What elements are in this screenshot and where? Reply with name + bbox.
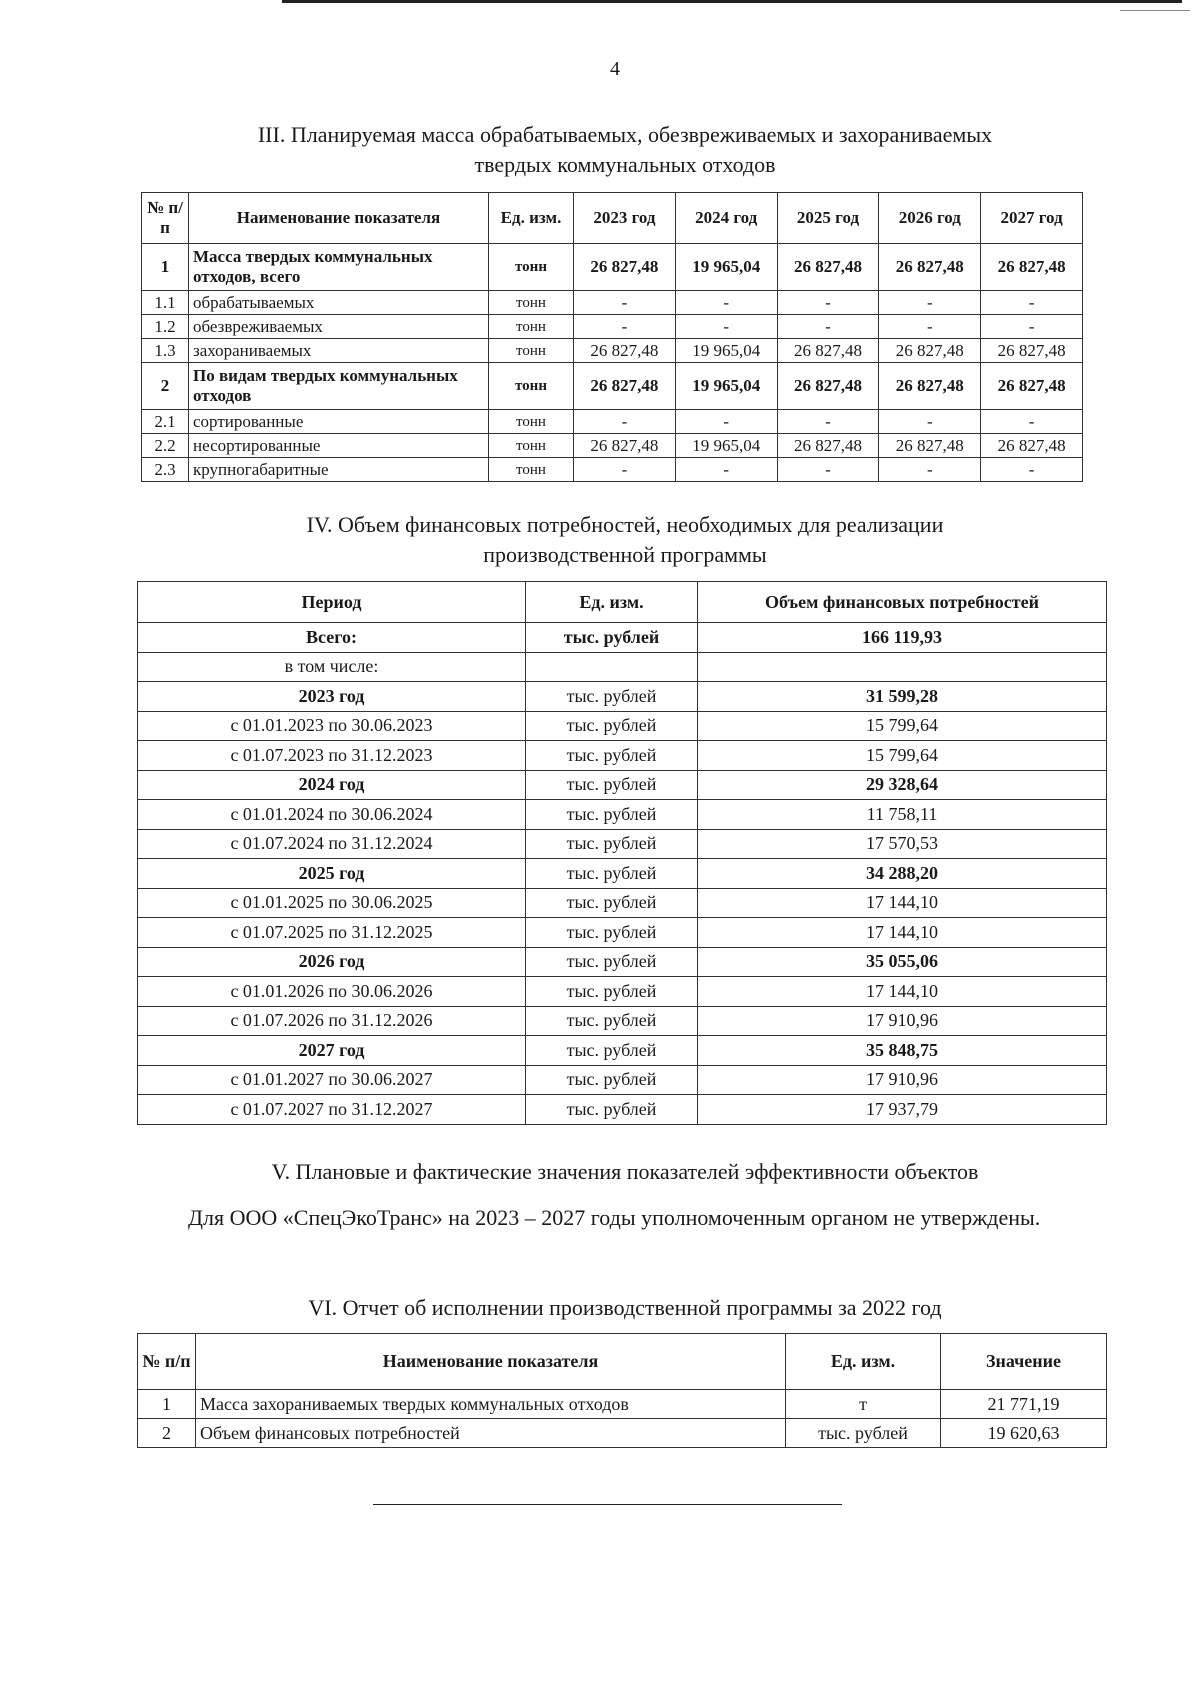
financial-value: 17 937,79	[698, 1095, 1107, 1125]
unit: тонн	[489, 363, 574, 410]
year-value: -	[574, 410, 676, 434]
column-header: Ед. изм.	[526, 582, 698, 623]
year-value: -	[981, 410, 1083, 434]
year-value: -	[879, 315, 981, 339]
year-value: 26 827,48	[879, 363, 981, 410]
row-number: 1	[138, 1390, 196, 1419]
year-value: -	[574, 458, 676, 482]
unit: тыс. рублей	[526, 711, 698, 741]
year-value: -	[879, 291, 981, 315]
year-value: 26 827,48	[574, 339, 676, 363]
period: с 01.01.2025 по 30.06.2025	[138, 888, 526, 918]
period: 2025 год	[138, 859, 526, 889]
year-value: -	[675, 458, 777, 482]
financial-value: 31 599,28	[698, 682, 1107, 712]
year-value: 26 827,48	[574, 363, 676, 410]
period: с 01.07.2025 по 31.12.2025	[138, 918, 526, 948]
row-number: 2	[138, 1419, 196, 1448]
period: 2024 год	[138, 770, 526, 800]
financial-value: 17 144,10	[698, 918, 1107, 948]
section5-title: V. Плановые и фактические значения показателей эффективности объектов	[271, 1159, 979, 1184]
unit: тонн	[489, 244, 574, 291]
unit: тыс. рублей	[526, 947, 698, 977]
period: в том числе:	[138, 652, 526, 682]
financial-value: 17 910,96	[698, 1006, 1107, 1036]
column-header: 2027 год	[981, 193, 1083, 244]
column-header: 2023 год	[574, 193, 676, 244]
year-value: -	[879, 410, 981, 434]
unit: тонн	[489, 339, 574, 363]
financial-value: 34 288,20	[698, 859, 1107, 889]
table-row	[138, 888, 1107, 918]
year-value: -	[777, 291, 879, 315]
year-value: -	[675, 410, 777, 434]
row-number: 2	[142, 363, 189, 410]
year-value: 26 827,48	[777, 363, 879, 410]
table-row	[138, 918, 1107, 948]
title-line: IV. Объем финансовых потребностей, необходимых для реализации	[306, 512, 944, 537]
indicator-name: обезвреживаемых	[189, 315, 489, 339]
scan-edge-line	[1120, 10, 1190, 11]
table-row	[138, 1006, 1107, 1036]
unit: тыс. рублей	[526, 741, 698, 771]
unit: тыс. рублей	[526, 918, 698, 948]
column-header: 2024 год	[675, 193, 777, 244]
unit: т	[786, 1390, 941, 1419]
unit: тонн	[489, 315, 574, 339]
financial-value	[698, 652, 1107, 682]
period: с 01.07.2026 по 31.12.2026	[138, 1006, 526, 1036]
table-row	[142, 410, 1083, 434]
row-number: 2.3	[142, 458, 189, 482]
year-value: 26 827,48	[574, 244, 676, 291]
table-row	[138, 829, 1107, 859]
year-value: 26 827,48	[879, 434, 981, 458]
year-value: -	[777, 410, 879, 434]
unit: тыс. рублей	[526, 829, 698, 859]
financial-value: 17 570,53	[698, 829, 1107, 859]
year-value: 19 965,04	[675, 339, 777, 363]
column-header: № п/п	[142, 193, 189, 244]
table-row	[138, 1419, 1107, 1448]
unit: тыс. рублей	[526, 859, 698, 889]
year-value: 26 827,48	[777, 339, 879, 363]
year-value: -	[574, 315, 676, 339]
column-header: Значение	[941, 1334, 1107, 1390]
year-value: -	[981, 291, 1083, 315]
column-header: 2025 год	[777, 193, 879, 244]
column-header: № п/п	[138, 1334, 196, 1390]
period: с 01.01.2023 по 30.06.2023	[138, 711, 526, 741]
year-value: -	[675, 315, 777, 339]
table-header-row	[138, 582, 1107, 623]
year-value: 26 827,48	[981, 339, 1083, 363]
scan-edge-line	[282, 0, 1182, 3]
table-row	[142, 363, 1083, 410]
unit: тыс. рублей	[526, 623, 698, 653]
section5-text: Для ООО «СпецЭкоТранс» на 2023 – 2027 годы уполномоченным органом не утверждены.	[188, 1205, 1041, 1230]
indicator-name: захораниваемых	[189, 339, 489, 363]
financial-value: 35 848,75	[698, 1036, 1107, 1066]
title-line: III. Планируемая масса обрабатываемых, обезвреживаемых и захораниваемых	[257, 122, 993, 147]
table-header-row	[142, 193, 1083, 244]
title-line: твердых коммунальных отходов	[474, 152, 776, 177]
period: Всего:	[138, 623, 526, 653]
table-row	[142, 315, 1083, 339]
indicator-name: несортированные	[189, 434, 489, 458]
column-header: Объем финансовых потребностей	[698, 582, 1107, 623]
financial-value: 166 119,93	[698, 623, 1107, 653]
year-value: 26 827,48	[777, 434, 879, 458]
table-row	[138, 1065, 1107, 1095]
waste-mass-table	[141, 192, 1083, 482]
table-row	[138, 682, 1107, 712]
year-value: 19 965,04	[675, 244, 777, 291]
financial-value: 29 328,64	[698, 770, 1107, 800]
period: с 01.07.2023 по 31.12.2023	[138, 741, 526, 771]
unit: тыс. рублей	[526, 1065, 698, 1095]
year-value: 26 827,48	[981, 434, 1083, 458]
indicator-name: По видам твердых коммунальных отходов	[189, 363, 489, 410]
unit	[526, 652, 698, 682]
indicator-name: обрабатываемых	[189, 291, 489, 315]
period: с 01.01.2026 по 30.06.2026	[138, 977, 526, 1007]
indicator-name: Объем финансовых потребностей	[196, 1419, 786, 1448]
value: 19 620,63	[941, 1419, 1107, 1448]
period: 2023 год	[138, 682, 526, 712]
financial-value: 17 910,96	[698, 1065, 1107, 1095]
unit: тыс. рублей	[526, 1095, 698, 1125]
period: с 01.01.2024 по 30.06.2024	[138, 800, 526, 830]
financial-value: 11 758,11	[698, 800, 1107, 830]
report-2022-table	[137, 1333, 1107, 1448]
unit: тыс. рублей	[786, 1419, 941, 1448]
year-value: 26 827,48	[879, 339, 981, 363]
year-value: 26 827,48	[981, 244, 1083, 291]
year-value: 19 965,04	[675, 434, 777, 458]
unit: тыс. рублей	[526, 1006, 698, 1036]
year-value: -	[777, 458, 879, 482]
page-number: 4	[610, 58, 620, 80]
table-row	[142, 458, 1083, 482]
unit: тыс. рублей	[526, 1036, 698, 1066]
unit: тонн	[489, 291, 574, 315]
year-value: 26 827,48	[777, 244, 879, 291]
indicator-name: крупногабаритные	[189, 458, 489, 482]
row-number: 1.1	[142, 291, 189, 315]
unit: тонн	[489, 410, 574, 434]
table-row	[138, 1095, 1107, 1125]
column-header: 2026 год	[879, 193, 981, 244]
table-row	[138, 1036, 1107, 1066]
period: с 01.07.2024 по 31.12.2024	[138, 829, 526, 859]
table-row	[138, 859, 1107, 889]
table-row	[138, 623, 1107, 653]
year-value: -	[777, 315, 879, 339]
table-row	[142, 244, 1083, 291]
year-value: 26 827,48	[981, 363, 1083, 410]
end-divider	[373, 1504, 842, 1505]
row-number: 2.2	[142, 434, 189, 458]
year-value: 26 827,48	[879, 244, 981, 291]
unit: тыс. рублей	[526, 682, 698, 712]
row-number: 1.2	[142, 315, 189, 339]
financial-value: 15 799,64	[698, 711, 1107, 741]
unit: тонн	[489, 434, 574, 458]
year-value: -	[675, 291, 777, 315]
column-header: Наименование показателя	[196, 1334, 786, 1390]
financial-value: 17 144,10	[698, 977, 1107, 1007]
unit: тыс. рублей	[526, 770, 698, 800]
row-number: 2.1	[142, 410, 189, 434]
unit: тонн	[489, 458, 574, 482]
financial-value: 17 144,10	[698, 888, 1107, 918]
financial-value: 35 055,06	[698, 947, 1107, 977]
section4-title	[140, 510, 1110, 570]
table-row	[138, 947, 1107, 977]
value: 21 771,19	[941, 1390, 1107, 1419]
table-row	[138, 652, 1107, 682]
row-number: 1	[142, 244, 189, 291]
year-value: -	[879, 458, 981, 482]
table-row	[138, 711, 1107, 741]
indicator-name: Масса твердых коммунальных отходов, всего	[189, 244, 489, 291]
table-row	[138, 770, 1107, 800]
table-row	[142, 339, 1083, 363]
indicator-name: Масса захораниваемых твердых коммунальных отходов	[196, 1390, 786, 1419]
column-header: Период	[138, 582, 526, 623]
period: 2026 год	[138, 947, 526, 977]
financial-needs-table	[137, 581, 1107, 1125]
table-row	[138, 741, 1107, 771]
year-value: -	[981, 458, 1083, 482]
table-row	[138, 1390, 1107, 1419]
unit: тыс. рублей	[526, 977, 698, 1007]
column-header: Наименование показателя	[189, 193, 489, 244]
table-row	[138, 977, 1107, 1007]
row-number: 1.3	[142, 339, 189, 363]
period: с 01.01.2027 по 30.06.2027	[138, 1065, 526, 1095]
table-row	[138, 800, 1107, 830]
year-value: 26 827,48	[574, 434, 676, 458]
column-header: Ед. изм.	[489, 193, 574, 244]
financial-value: 15 799,64	[698, 741, 1107, 771]
indicator-name: сортированные	[189, 410, 489, 434]
column-header: Ед. изм.	[786, 1334, 941, 1390]
table-row	[142, 291, 1083, 315]
table-row	[142, 434, 1083, 458]
year-value: -	[981, 315, 1083, 339]
year-value: -	[574, 291, 676, 315]
unit: тыс. рублей	[526, 888, 698, 918]
title-line: производственной программы	[483, 542, 767, 567]
period: 2027 год	[138, 1036, 526, 1066]
period: с 01.07.2027 по 31.12.2027	[138, 1095, 526, 1125]
table-header-row	[138, 1334, 1107, 1390]
year-value: 19 965,04	[675, 363, 777, 410]
section3-title	[140, 120, 1110, 180]
section6-title: VI. Отчет об исполнении производственной программы за 2022 год	[308, 1295, 942, 1320]
unit: тыс. рублей	[526, 800, 698, 830]
